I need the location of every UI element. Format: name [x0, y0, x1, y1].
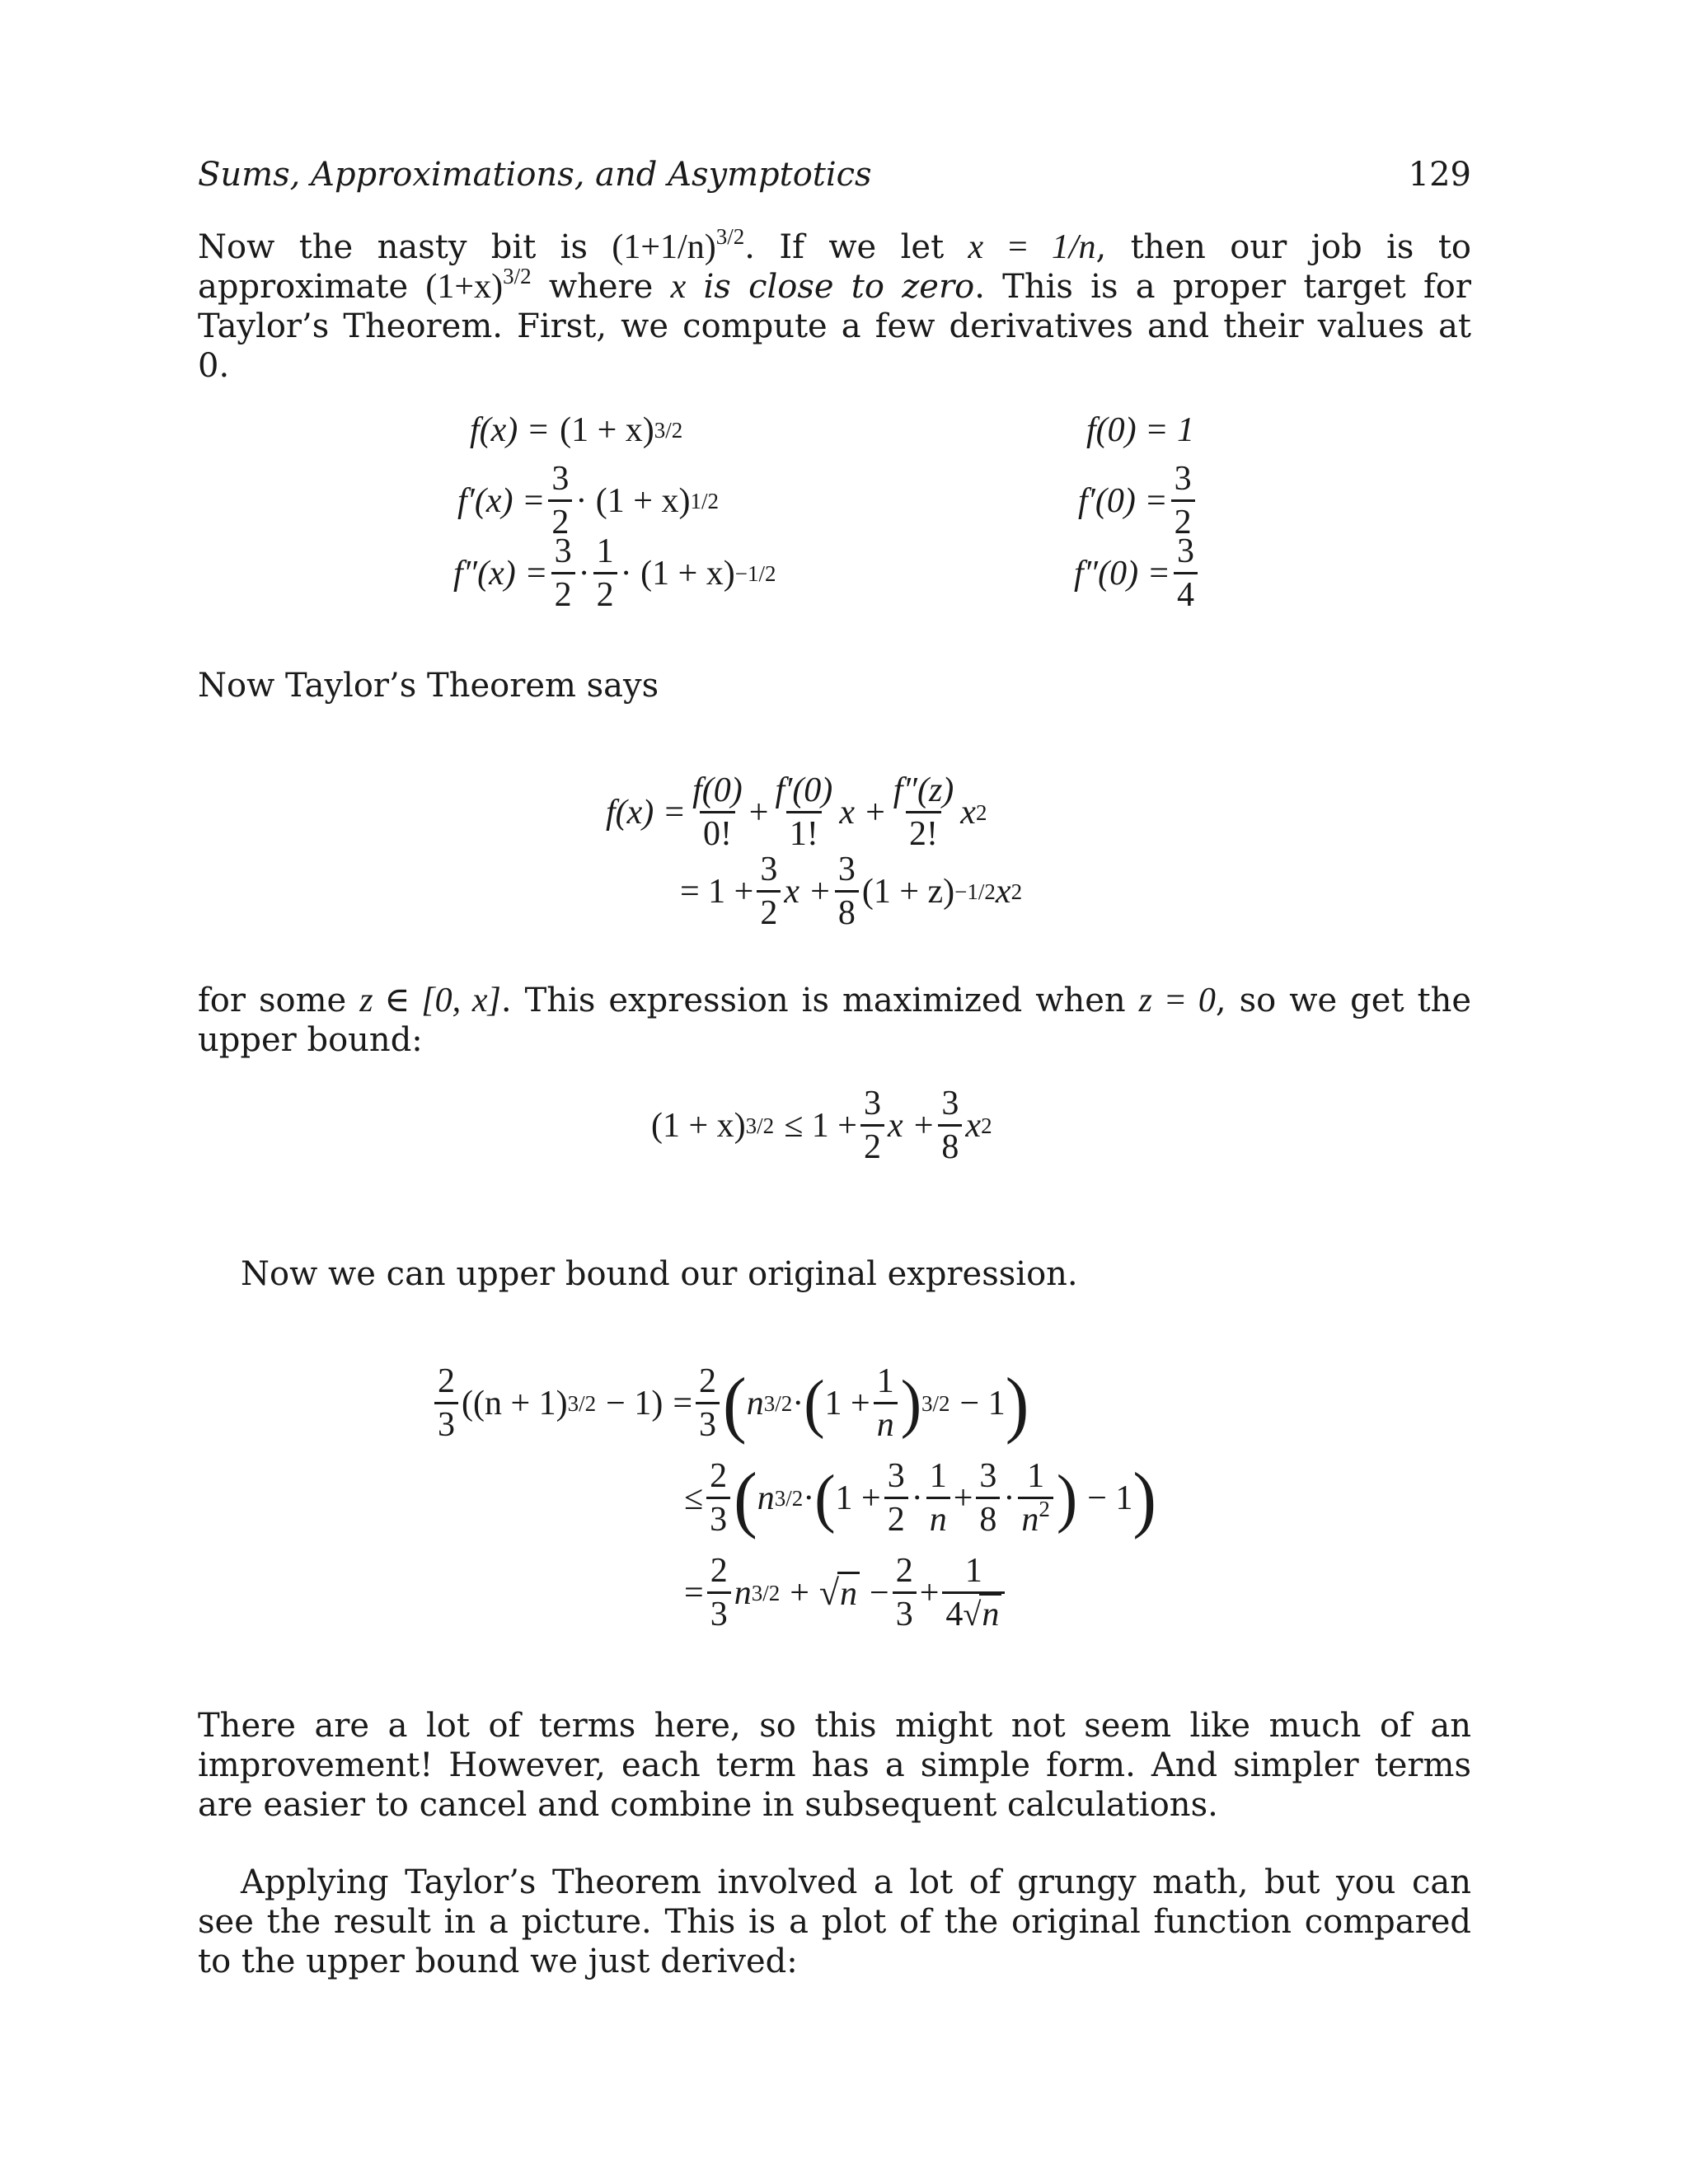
fraction	[874, 1364, 898, 1442]
fraction	[893, 1554, 917, 1632]
math-inline	[425, 264, 532, 306]
denominator: 8	[835, 890, 859, 930]
numerator: 1	[964, 1552, 982, 1590]
fraction	[757, 852, 781, 930]
math-text: x	[965, 1106, 982, 1145]
math-text: f″(0) =	[1074, 554, 1170, 593]
numerator: 2	[895, 1552, 913, 1590]
math-text: n	[734, 1573, 752, 1612]
denominator: 2	[548, 499, 572, 540]
math-text: ·	[803, 1479, 815, 1517]
math-text: −	[870, 1573, 889, 1612]
denominator: 4	[1174, 572, 1198, 612]
math-text: x	[960, 793, 976, 832]
denominator: n	[874, 1402, 898, 1442]
math-text: n	[746, 1384, 764, 1422]
math-inline: z ∈ [0, x]	[359, 982, 501, 1019]
math-text: (1 + x)	[651, 1106, 746, 1145]
sqrt-symbol: √	[963, 1596, 982, 1633]
denominator: 3	[893, 1591, 917, 1632]
paragraph-for-some-z	[198, 981, 1471, 1060]
fraction	[706, 1459, 730, 1537]
fraction	[976, 1459, 1000, 1537]
eq-upper-bound: (1 + x) 3/2 ≤ 1 + $\frac{3}{2}$ x + $\frac{3}{8}$ x 2	[651, 1085, 992, 1166]
exponent: 3/2	[715, 224, 745, 249]
math-text: x +	[839, 793, 887, 832]
eq-derivation-line2: ≤ $\frac{2}{3}$ ( n 3/2 · ( 1 + $\frac{3}{2}$ · $\frac{1}{n}$ + $\frac{3}{8}$ · $\frac{1}{n^2}$ ) − 1 )	[684, 1456, 1157, 1540]
math-text: ·	[792, 1384, 804, 1422]
paragraph-taylor-says: Now Taylor’s Theorem says	[198, 667, 659, 705]
eq-f-double-prime: f″(x) = $\frac{3}{2}$ · $\frac{1}{2}$ · (1 + x) −1/2	[453, 532, 776, 614]
numerator: 3	[760, 851, 778, 888]
eq-f-prime: f′(x) = $\frac{3}{2}$ · (1 + x) 1/2	[457, 460, 719, 541]
math-text: f(0) = 1	[1086, 411, 1194, 449]
numerator: f″(z)	[893, 771, 954, 809]
denominator: 2	[860, 1124, 884, 1165]
eq-taylor-line2: = 1 + $\frac{3}{2}$ x + $\frac{3}{8}$ (1 + z) −1/2 x 2	[680, 851, 1023, 932]
denominator: 2	[551, 572, 575, 612]
math-text: +	[748, 793, 769, 832]
math-text: − 1)	[606, 1384, 663, 1422]
numerator: 3	[1176, 532, 1194, 570]
fraction	[434, 1364, 458, 1442]
numerator: 2	[438, 1362, 455, 1400]
exponent: 2	[1039, 1497, 1050, 1521]
numerator: 3	[551, 460, 570, 498]
math-text: +	[790, 1573, 809, 1612]
math-text: x +	[887, 1106, 935, 1145]
math-text: ·	[911, 1479, 923, 1517]
numerator: 3	[554, 532, 572, 570]
denominator: 8	[976, 1497, 1000, 1537]
text: where	[531, 268, 671, 306]
fraction	[942, 1554, 1005, 1632]
eq-f0	[1086, 410, 1194, 450]
denominator: 3	[434, 1402, 458, 1442]
denominator	[1018, 1497, 1053, 1537]
math-inline	[612, 224, 745, 266]
text: . This is a proper target for Taylor’s Theorem. First, we compute a few derivatives and their values at 0.	[198, 268, 1471, 385]
eq-f1-0	[1078, 462, 1198, 540]
numerator: 1	[1027, 1457, 1045, 1495]
fraction	[884, 1459, 908, 1537]
math-text: n	[837, 1572, 860, 1614]
denominator: 2!	[906, 811, 941, 851]
math-text: − 1	[1087, 1479, 1133, 1517]
emphasis: is close to zero	[686, 268, 975, 306]
math-text: ·	[578, 554, 590, 593]
paragraph-intro	[198, 224, 1471, 386]
fraction	[689, 773, 746, 851]
math-text: ≤	[684, 1479, 704, 1517]
math-text: 1 +	[824, 1384, 870, 1422]
math-text: ≤ 1 +	[784, 1106, 857, 1145]
math-text: n	[757, 1479, 775, 1517]
math-text: (1+1/n)	[612, 228, 716, 266]
fraction	[835, 852, 859, 930]
math-inline: x	[670, 268, 687, 306]
math-text: f′(x) =	[457, 481, 546, 520]
math-text: 1 +	[835, 1479, 881, 1517]
math-text: (1 + x)	[560, 411, 654, 449]
text: . If we let	[744, 228, 968, 266]
math-text: f′(0) =	[1078, 481, 1168, 520]
text: for some	[198, 982, 360, 1019]
fraction	[771, 773, 836, 851]
fraction	[926, 1459, 950, 1537]
numerator: 3	[979, 1457, 997, 1495]
math-text: (1+x)	[425, 268, 504, 306]
fraction	[696, 1364, 720, 1442]
math-text: =	[673, 1384, 693, 1422]
fraction	[548, 462, 572, 540]
fraction	[593, 534, 617, 612]
numerator: 3	[887, 1457, 905, 1495]
math-text: = 1 +	[680, 872, 754, 911]
math-inline: z = 0	[1138, 982, 1216, 1019]
math-text: f(x) =	[470, 411, 551, 449]
math-text: x +	[784, 872, 832, 911]
fraction	[1018, 1459, 1053, 1537]
math-text: n	[979, 1593, 1001, 1633]
math-text: x	[995, 872, 1011, 911]
numerator: f(0)	[692, 771, 743, 809]
numerator: 3	[863, 1085, 881, 1122]
running-head	[198, 155, 1471, 194]
text: . This expression is maximized when	[500, 982, 1139, 1019]
numerator: 3	[1174, 460, 1192, 498]
page-number: 129	[1408, 156, 1471, 194]
fraction	[860, 1086, 884, 1165]
eq-f2-0	[1074, 534, 1201, 612]
numerator: 1	[596, 532, 614, 570]
eq-derivation-line3: = $\frac{2}{3}$ n 3/2 + √ n − $\frac{2}{3}$ + $\frac{1}{4√n}$	[684, 1554, 1008, 1632]
math-text: =	[684, 1573, 704, 1612]
numerator: f′(0)	[775, 771, 833, 809]
eq-f: f(x) = (1 + x) 3/2	[470, 411, 683, 449]
eq-derivation-line1: $\frac{2}{3}$ ((n + 1) 3/2 − 1) = $\frac{2}{3}$ ( n 3/2 · ( 1 + $\frac{1}{n}$ ) 3/2 − 1 )	[431, 1364, 1029, 1442]
numerator: 2	[710, 1552, 728, 1590]
math-text: (1 + z)	[861, 872, 955, 911]
math-text: ·	[1003, 1479, 1015, 1517]
paragraph-many-terms: There are a lot of terms here, so this might not seem like much of an improvement! However, each term has a simple form. And simpler terms are easier to cancel and combine in subsequent calculations.	[198, 1707, 1471, 1824]
denominator: 1!	[786, 811, 822, 851]
denominator: 2	[884, 1497, 908, 1537]
denominator: 2	[593, 572, 617, 612]
math-inline: x = 1/n	[968, 228, 1096, 266]
denominator: 0!	[700, 811, 735, 851]
numerator: 2	[710, 1457, 728, 1495]
denominator	[942, 1591, 1005, 1632]
fraction	[938, 1086, 962, 1165]
fraction	[551, 534, 575, 612]
math-text: f(x) =	[606, 793, 687, 832]
denominator: 3	[706, 1497, 730, 1537]
denominator: 2	[757, 890, 781, 930]
text: , so we get the upper bound:	[198, 982, 1472, 1059]
math-text: · (1 + x)	[620, 554, 735, 593]
text: Now the nasty bit is	[198, 228, 612, 266]
math-text: − 1	[959, 1384, 1006, 1422]
math-text: n	[1021, 1501, 1039, 1539]
numerator: 1	[929, 1457, 947, 1495]
chapter-title: Sums, Approximations, and Asymptotics	[198, 156, 872, 194]
fraction	[1174, 534, 1198, 612]
numerator: 3	[837, 851, 856, 888]
text: , then our job is to approximate	[198, 228, 1471, 306]
denominator: 3	[696, 1402, 720, 1442]
paragraph-grungy-math: Applying Taylor’s Theorem involved a lot of grungy math, but you can see the result in a picture. This is a plot of the original function compared to the upper bound we just derived:	[198, 1863, 1471, 1980]
math-text: f″(x) =	[453, 554, 548, 593]
paragraph-upper-bound-original: Now we can upper bound our original expression.	[241, 1255, 1078, 1293]
fraction	[707, 1554, 731, 1632]
sqrt-symbol: √	[818, 1572, 840, 1613]
denominator: 3	[707, 1591, 731, 1632]
math-text: +	[953, 1479, 973, 1517]
denominator: 8	[938, 1124, 962, 1165]
math-text: +	[919, 1573, 940, 1612]
exponent: 3/2	[503, 264, 532, 288]
eq-taylor-line1: f(x) = $\frac{f(0)}{0!}$ + $\frac{f'(0)}{1!}$ x + $\frac{f''(z)}{2!}$ x 2	[606, 771, 987, 853]
math-text: 4	[945, 1596, 964, 1633]
fraction	[1171, 462, 1195, 540]
math-text: ((n + 1)	[462, 1384, 568, 1422]
numerator: 3	[941, 1085, 959, 1122]
denominator: 2	[1171, 499, 1195, 540]
math-text: · (1 + x)	[575, 481, 691, 520]
fraction	[890, 773, 957, 851]
numerator: 1	[876, 1362, 894, 1400]
numerator: 2	[699, 1362, 717, 1400]
denominator: n	[926, 1497, 950, 1537]
